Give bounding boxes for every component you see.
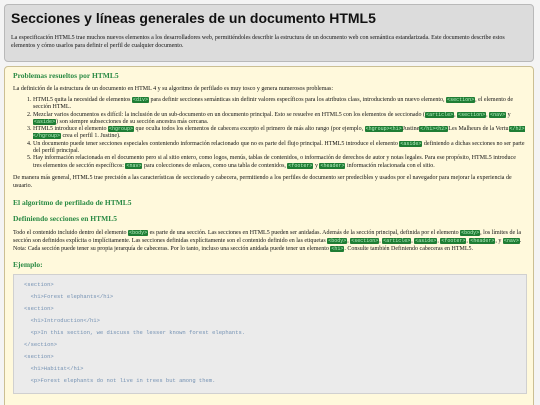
code-tag: <article>: [426, 111, 454, 118]
list-item: 4. Un documento puede tener secciones especiales conteniendo información relacionado que no es parte del flujo principal. HTML5 introduce el elemento <aside> definiendo a dichas secciones no ser parte del perfil principal.: [33, 141, 525, 156]
problems-list: [13, 97, 525, 170]
code-tag: <nav>: [490, 111, 506, 118]
code-tag: <section>: [447, 97, 475, 103]
main-content: [4, 66, 534, 405]
code-tag: </h1><h2>: [420, 126, 448, 133]
code-tag: <aside>: [400, 140, 422, 147]
code-tag: <section>: [351, 237, 379, 244]
code-tag: <header>: [320, 162, 345, 169]
code-tag: <hgroup>: [108, 126, 133, 133]
code-tag: <body>: [461, 229, 480, 236]
code-tag: </h2></hgroup>: [33, 126, 525, 140]
code-tag: <aside>: [415, 237, 437, 244]
list-item: 5. Hay información relacionada en el documento pero si al sitio entero, como logos, menús, tablas de contenidos, o información de derechos de autor y notas legales. Para ese propósito, HTML5 introduce tres elementos de sección específicos: <nav> para colecciones de enlaces, como una tabla de contenidos, <footer> y <header> información relacionada con el sitio.: [33, 155, 525, 170]
code-line: </section>: [24, 340, 58, 348]
code-tag: <body>: [129, 229, 148, 236]
code-tag: <nav>: [126, 162, 142, 169]
algorithm-heading: El algoritmo de perfilado de HTML5: [13, 197, 132, 207]
code-tag: <header>: [470, 237, 495, 244]
intro-paragraph: La especificación HTML5 trae muchos nuevos elementos a los desarrolladores web, permitiéndoles describir la estructura de un documento web con semántica estandarizada. Este documento describe estos elementos y cómo usarlos para definir el perfil de cualquier documento.: [11, 35, 505, 49]
code-tag: <footer>: [288, 162, 313, 169]
code-tag: <body>: [328, 237, 347, 244]
list-item: 1. HTML5 quita la necesidad de elementos <div> para definir secciones semánticas sin definir valores específicos para los atributos class, introduciendo un nuevo elemento, <section>, el elemento de sección HTML.: [33, 97, 525, 112]
code-line: <section>: [24, 304, 54, 312]
code-example: [13, 274, 527, 394]
code-tag: <section>: [458, 111, 486, 118]
code-line: <h1>Habitat</h1>: [24, 364, 84, 372]
code-tag: <hgroup><h1>: [365, 126, 402, 133]
code-tag: <aside>: [34, 118, 56, 125]
defining-heading: Definiendo secciones en HTML5: [13, 213, 117, 223]
list-item: 2. Mezclar varios documentos es difícil: la inclusión de un sub-documento en un documento principal. Esto se resuelve en HTML5 con los elementos de seccionado (<article>, <section>, <nav> y <aside>) son siempre subsecciones de su sección ancestra más cercana.: [33, 112, 525, 127]
code-line: <section>: [24, 280, 54, 288]
code-tag: <h1>: [331, 245, 344, 252]
code-tag: <div>: [132, 97, 148, 103]
code-tag: <nav>: [503, 237, 519, 244]
defining-paragraph: Todo el contenido incluido dentro del elemento <body> es parte de una sección. Las secciones en HTML5 pueden ser anidadas. Además de la sección principal, definida por el elemento <body>, los límites de la sección son definidos explícita o implícitamente. Las secciones definidas explícitamente son el contenido definido en las etiquetas <body>, <section>, <article>, <aside>, <footer>, <header>, y <nav>. Nota: Cada sección puede tener su propia jerarquía de cabeceras. Por lo tanto, incluso una sección anidada puede tener un elemento <h1>. Consulte también Definiendo cabeceras en HTML5.: [13, 229, 522, 252]
problems-intro: La definición de la estructura de un documento en HTML 4 y su algoritmo de perfilado es muy tosco y genera numerosos problemas:: [13, 86, 334, 92]
page-title: Secciones y líneas generales de un documento HTML5: [11, 10, 376, 26]
example-heading: Ejemplo:: [13, 259, 43, 269]
header-box: [4, 4, 534, 62]
conclusion-paragraph: De manera más general, HTML5 trae precisión a las características de seccionado y cabecera, permitiendo a los perfiles de documento ser predecibles y usados por el navegador para mejorar la experiencia de usuario.: [13, 174, 512, 189]
code-line: <section>: [24, 352, 54, 360]
problems-heading: Problemas resueltos por HTML5: [13, 71, 119, 80]
code-line: <h1>Forest elephants</h1>: [24, 292, 114, 300]
code-tag: <footer>: [441, 237, 466, 244]
code-tag: <article>: [383, 237, 411, 244]
code-line: <h1>Introduction</h1>: [24, 316, 100, 324]
code-line: <p>In this section, we discuss the lesser known forest elephants.: [24, 328, 246, 336]
code-line: <p>Forest elephants do not live in trees but among them.: [24, 376, 216, 384]
list-item: 3. HTML5 introduce el elemento <hgroup> que oculta todos los elementos de cabecera excepto el primero de más alto rango (por ejemplo, <hgroup><h1>Justine</h1><h2>Les Malheurs de la Vertu</h2></hgroup> crea el perfil 1. Justine).: [33, 126, 525, 141]
